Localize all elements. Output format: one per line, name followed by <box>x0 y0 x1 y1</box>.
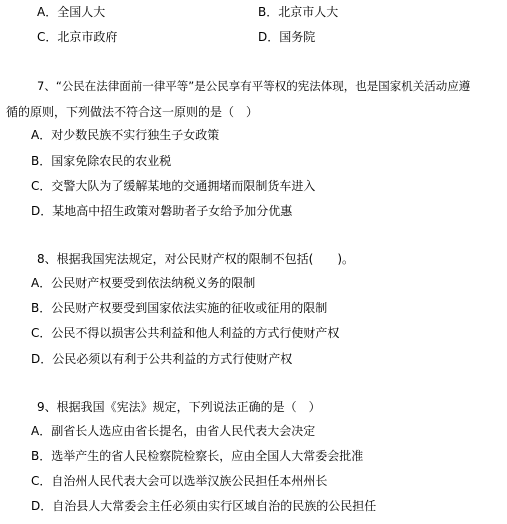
q8-option-b: B．公民财产权要受到国家依法实施的征收或征用的限制 <box>31 301 328 315</box>
q7-option-b: B．国家免除农民的农业税 <box>31 154 172 168</box>
q8-option-c: C．公民不得以损害公共利益和他人利益的方式行使财产权 <box>31 326 340 340</box>
prev-option-c: C．北京市政府 <box>37 30 118 44</box>
q9-option-d: D．自治县人大常委会主任必须由实行区域自治的民族的公民担任 <box>31 499 377 513</box>
q7-stem-line1: 7、“公民在法律面前一律平等”是公民享有平等权的宪法体现，也是国家机关活动应遵 <box>37 79 471 93</box>
prev-option-b: B．北京市人大 <box>258 5 339 19</box>
q7-stem-line2: 循的原则，下列做法不符合这一原则的是（ ） <box>6 105 259 119</box>
q7-option-a: A．对少数民族不实行独生子女政策 <box>31 128 220 142</box>
q9-option-c: C．自治州人民代表大会可以选举汉族公民担任本州州长 <box>31 474 328 488</box>
q9-option-b: B．选举产生的省人民检察院检察长，应由全国人大常委会批准 <box>31 449 364 463</box>
q8-option-d: D．公民必须以有利于公共利益的方式行使财产权 <box>31 352 293 366</box>
prev-option-a: A．全国人大 <box>37 5 106 19</box>
q8-stem: 8、根据我国宪法规定，对公民财产权的限制不包括( )。 <box>37 252 355 266</box>
q9-stem: 9、根据我国《宪法》规定，下列说法正确的是（ ） <box>37 400 321 414</box>
q7-option-c: C．交警大队为了缓解某地的交通拥堵而限制货车进入 <box>31 179 316 193</box>
prev-option-d: D．国务院 <box>258 30 316 44</box>
q8-option-a: A．公民财产权要受到依法纳税义务的限制 <box>31 276 256 290</box>
q9-option-a: A．副省长人选应由省长提名，由省人民代表大会决定 <box>31 424 316 438</box>
q7-option-d: D．某地高中招生政策对磐助者子女给予加分优惠 <box>31 204 293 218</box>
